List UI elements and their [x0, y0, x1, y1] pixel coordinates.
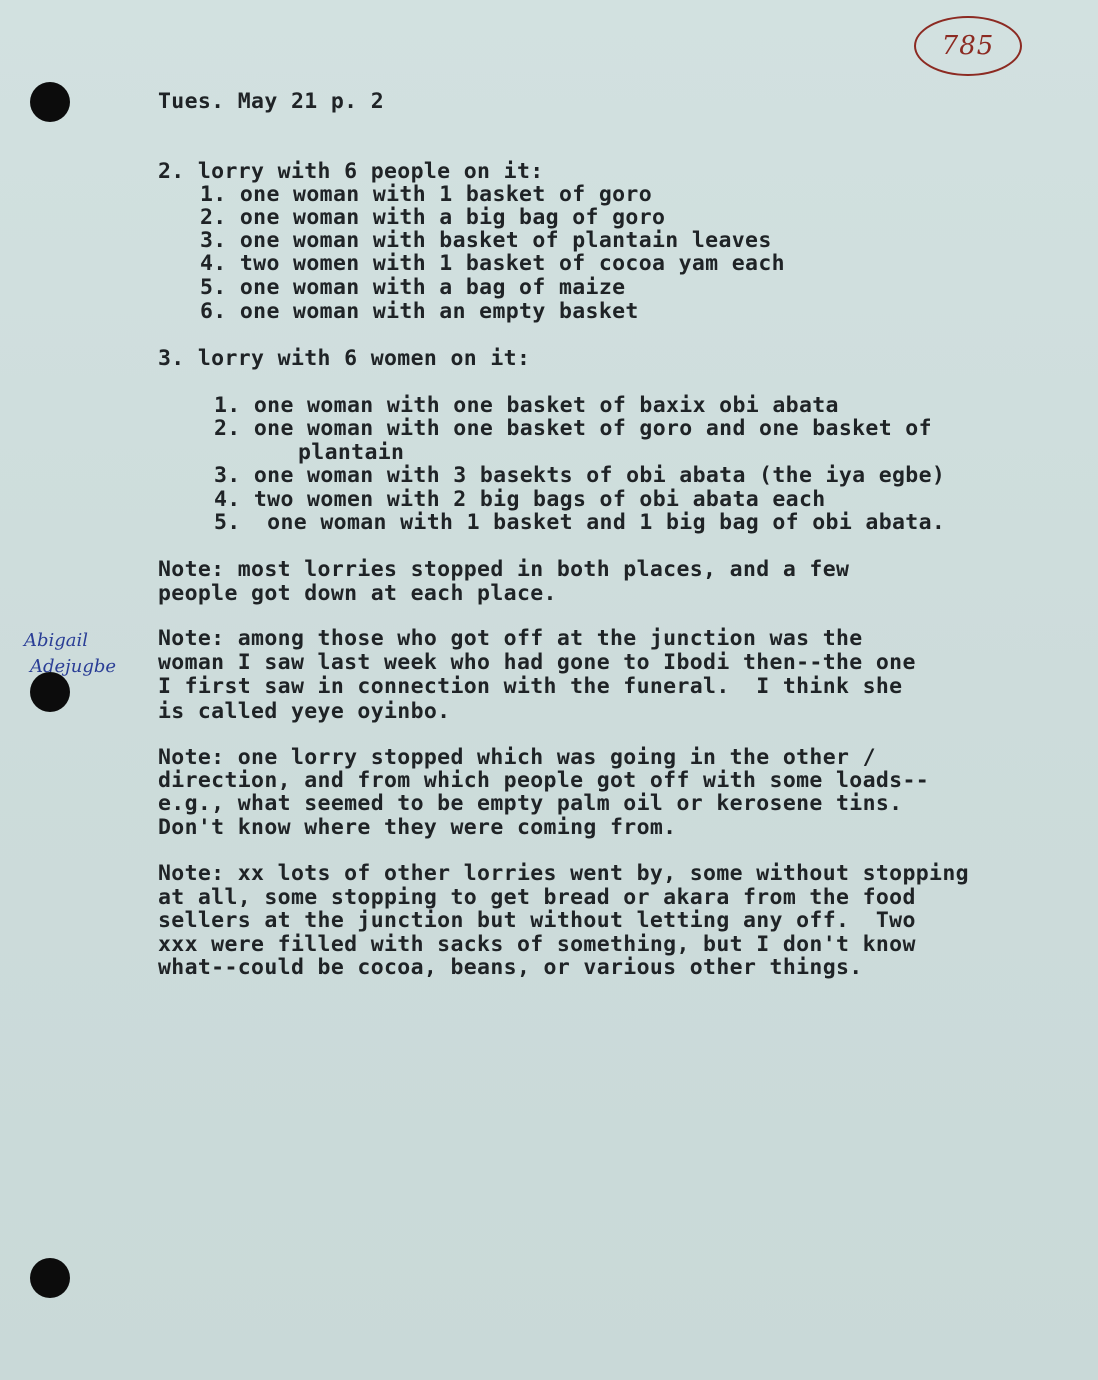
section-2-item: 6. one woman with an empty basket — [200, 299, 639, 324]
note-4-line: what--could be cocoa, beans, or various other things. — [158, 955, 863, 980]
note-4-line: xxx were filled with sacks of something, but I don't know — [158, 932, 916, 957]
note-1-line: Note: most lorries stopped in both places, and a few — [158, 557, 850, 582]
punch-hole-top — [30, 82, 70, 122]
note-2-line: I first saw in connection with the funeral. I think she — [158, 674, 903, 699]
section-3-title: 3. lorry with 6 women on it: — [158, 346, 531, 371]
note-4-line: Note: xx lots of other lorries went by, some without stopping — [158, 861, 969, 886]
punch-hole-middle — [30, 672, 70, 712]
folio-number: 785 — [941, 31, 995, 61]
handwritten-margin-name-last: Adejugbe — [30, 656, 117, 677]
note-3-line: direction, and from which people got off with some loads-- — [158, 768, 930, 793]
section-3-item: 1. one woman with one basket of baxix obi abata — [214, 393, 839, 418]
page-header: Tues. May 21 p. 2 — [158, 89, 384, 114]
section-3-item: 2. one woman with one basket of goro and one basket of — [214, 416, 932, 441]
note-3-line: e.g., what seemed to be empty palm oil or kerosene tins. — [158, 791, 903, 816]
section-2-item: 4. two women with 1 basket of cocoa yam each — [200, 251, 785, 276]
note-2-line: is called yeye oyinbo. — [158, 699, 451, 724]
note-2-line: woman I saw last week who had gone to Ibodi then--the one — [158, 650, 916, 675]
section-3-item: 5. one woman with 1 basket and 1 big bag of obi abata. — [214, 510, 946, 535]
section-2-item: 3. one woman with basket of plantain leaves — [200, 228, 772, 253]
note-3-line: Don't know where they were coming from. — [158, 815, 677, 840]
punch-hole-bottom — [30, 1258, 70, 1298]
section-3-item-continued: plantain — [298, 440, 405, 465]
section-3-item: 3. one woman with 3 basekts of obi abata (the iya egbe) — [214, 463, 946, 488]
section-3-item: 4. two women with 2 big bags of obi abata each — [214, 487, 826, 512]
section-2-item: 1. one woman with 1 basket of goro — [200, 182, 652, 207]
section-2-item: 5. one woman with a bag of maize — [200, 275, 626, 300]
note-4-line: at all, some stopping to get bread or akara from the food — [158, 885, 916, 910]
section-2-item: 2. one woman with a big bag of goro — [200, 205, 666, 230]
handwritten-margin-name-first: Abigail — [24, 630, 89, 651]
note-4-line: sellers at the junction but without letting any off. Two — [158, 908, 916, 933]
section-2-title: 2. lorry with 6 people on it: — [158, 159, 544, 184]
note-2-line: Note: among those who got off at the junction was the — [158, 626, 863, 651]
note-3-line: Note: one lorry stopped which was going in the other / — [158, 745, 876, 770]
folio-number-circle — [914, 16, 1022, 76]
note-1-line: people got down at each place. — [158, 581, 557, 606]
